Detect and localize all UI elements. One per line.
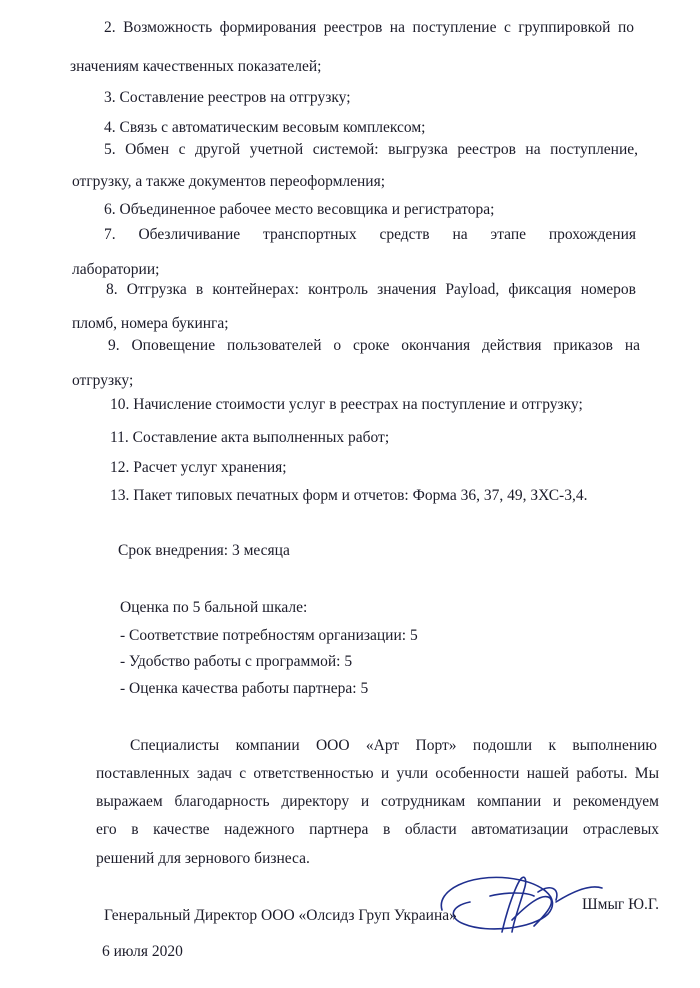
implementation-term: Срок внедрения: 3 месяца xyxy=(118,542,290,559)
list-item: 6. Объединенное рабочее место весовщика и регистратора; xyxy=(104,201,495,218)
list-item-continuation: отгрузку, а также документов переоформления; xyxy=(72,173,386,190)
list-item: 5. Обмен с другой учетной системой: выгрузка реестров на поступление, xyxy=(104,141,638,158)
closing-paragraph-line: решений для зернового бизнеса. xyxy=(96,850,310,867)
list-item: 10. Начисление стоимости услуг в реестрах на поступление и отгрузку; xyxy=(110,396,583,413)
rating-item: - Оценка качества работы партнера: 5 xyxy=(120,680,369,697)
signatory-position: Генеральный Директор ООО «Олсидз Груп Украина» xyxy=(104,907,457,924)
list-item: 12. Расчет услуг хранения; xyxy=(110,459,287,476)
list-item: 9. Оповещение пользователей о сроке окончания действия приказов на xyxy=(108,337,640,354)
closing-paragraph-line: поставленных задач с ответственностью и учли особенности нашей работы. Мы xyxy=(96,765,659,782)
letter-date: 6 июля 2020 xyxy=(102,943,183,960)
list-item: 7. Обезличивание транспортных средств на этапе прохождения xyxy=(104,226,636,243)
list-item-continuation: пломб, номера букинга; xyxy=(72,315,229,332)
list-item: 11. Составление акта выполненных работ; xyxy=(110,429,390,446)
list-item-continuation: отгрузку; xyxy=(72,372,134,389)
rating-item: - Соответствие потребностям организации: 5 xyxy=(120,627,418,644)
list-item: 2. Возможность формирования реестров на поступление с группировкой по xyxy=(104,19,634,36)
closing-paragraph-line: Специалисты компании ООО «Арт Порт» подошли к выполнению xyxy=(130,737,657,754)
closing-paragraph-line: выражаем благодарность директору и сотрудникам компании и рекомендуем xyxy=(96,793,659,810)
closing-paragraph-line: его в качестве надежного партнера в области автоматизации отраслевых xyxy=(96,821,659,838)
list-item: 13. Пакет типовых печатных форм и отчетов: Форма 36, 37, 49, ЗХС-3,4. xyxy=(110,487,588,504)
list-item: 3. Составление реестров на отгрузку; xyxy=(104,89,351,106)
list-item-continuation: значениям качественных показателей; xyxy=(70,58,322,75)
signatory-name: Шмыг Ю.Г. xyxy=(582,896,659,913)
list-item-continuation: лаборатории; xyxy=(72,261,160,278)
list-item: 8. Отгрузка в контейнерах: контроль значения Payload, фиксация номеров xyxy=(106,281,636,298)
rating-heading: Оценка по 5 бальной шкале: xyxy=(120,599,308,616)
list-item: 4. Связь с автоматическим весовым комплексом; xyxy=(104,119,426,136)
rating-item: - Удобство работы с программой: 5 xyxy=(120,653,353,670)
